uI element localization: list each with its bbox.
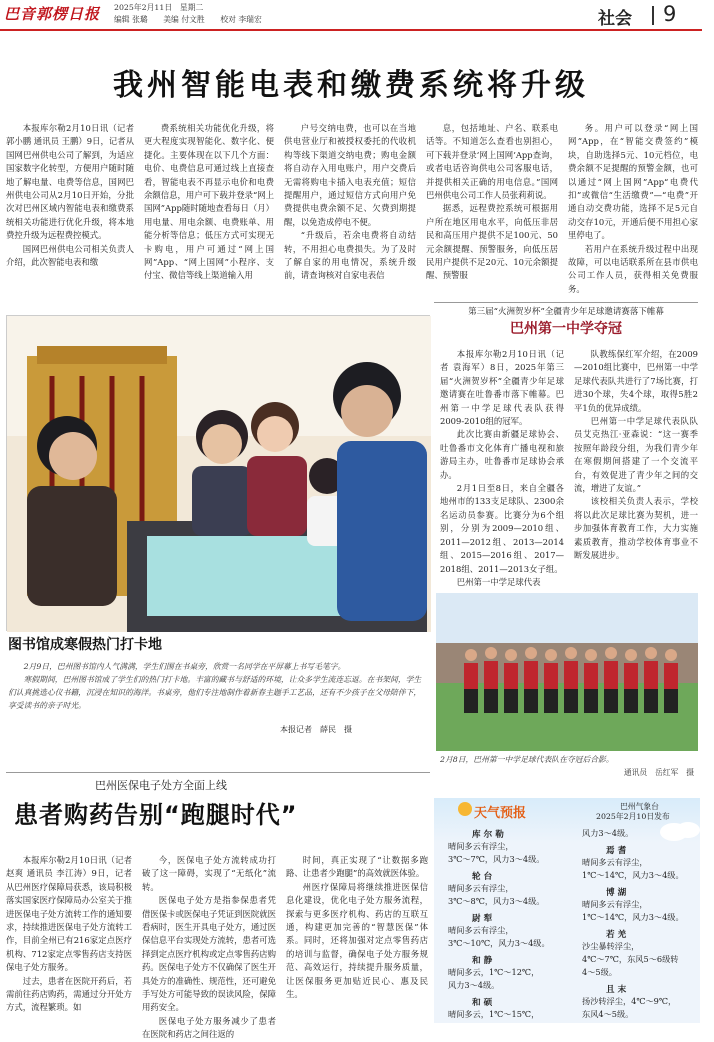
story1-headline: 我州智能电表和缴费系统将升级: [113, 68, 589, 103]
weather-forecast-line: 晴间多云有浮尘，: [582, 857, 648, 867]
team-photo-credit: 通讯员 岳红军 摄: [623, 767, 694, 777]
caption-paragraph: 2月9日，巴州图书馆内人气满满，学生们围在书桌旁，欣赏一名同学在平屏幕上书写毛笔字。: [23, 662, 346, 671]
team-photo-caption: [440, 754, 700, 779]
team-photo-illustration: [436, 593, 698, 751]
paragraph: 本报库尔勒2月10日讯（记者 赵爽 通讯员 李江涛）9日，记者从巴州医疗保障局获悉，该局积极落实国家医疗保障局办公室关于推进医保电子处方流转工作的通知要求，持续推进医保电子处方流转工作，目前全州已有216家定点医疗机构、712家定点零售药店支持医保电子处方服务。: [6, 855, 132, 973]
paragraph: 过去，患者在医院开药后，若需前往药店购药，需通过分开处方方式，流程繁琐。如: [6, 975, 132, 1013]
paragraph: 户号交纳电费，也可以在当地供电营业厅和被授权委托的代收机构等线下渠道交纳电费；购电金额将自动存入用电账户，用户交费后无需将购电卡插入电表充值；短信提醒用户，通过短信方式向用户免费提供电费余额不足、欠费到期提醒，以免造成停电不便。: [284, 123, 416, 227]
weather-issued: 2025年2月10日发布: [596, 812, 670, 821]
paragraph: 巴州第一中学足球代表队队员艾克热江·亚森说：“这一赛季按照年龄段分组，为我们青少年在寒假期间搭建了一个交流平台，有效促进了青少年之间的交流，增进了友谊。”: [574, 416, 698, 494]
weather-forecast-line: 晴间多云有浮尘，: [448, 925, 514, 935]
weather-city: 且末: [606, 985, 630, 995]
weather-forecast-line: 1℃～14℃，风力3～4级。: [582, 912, 684, 922]
weather-city: 和静: [472, 956, 496, 966]
divider: [434, 302, 698, 303]
story3-column: [6, 854, 132, 1024]
paragraph: 时间，真正实现了“让数据多跑路、让患者少跑腿”的高效就医体验。: [286, 855, 428, 879]
weather-city: 焉耆: [606, 846, 630, 856]
divider: [6, 772, 430, 773]
weather-city: 和硕: [472, 998, 496, 1008]
weather-forecast-line: 风力3～4级。: [582, 828, 634, 838]
paragraph: 医保电子处方是指参保患者凭借医保卡或医保电子凭证到医院就医看病时，医生开具电子处方，通过医保信息平台实现处方流转，患者可选择到定点医疗机构或定点零售药店购药。医保电子处方不仅确保了医生开具处方的准确性、规范性，还可避免手写处方可能导致的误读风险，保障用药安全。: [142, 895, 276, 1013]
weather-city: 若羌: [606, 930, 630, 940]
issue-date: 2025年2月11日 星期二: [114, 3, 204, 12]
weather-forecast-line: 晴间多云有浮尘，: [582, 899, 648, 909]
story1-column: [568, 122, 698, 304]
story1-column: [426, 122, 558, 304]
weather-forecast-line: 1℃～14℃，风力3～4级。: [582, 870, 684, 880]
weather-forecast-line: 扬沙转浮尘，4℃～9℃，: [582, 996, 677, 1006]
paragraph: 该校相关负责人表示，学校将以此次足球比赛为契机，进一步加强体育教育工作，大力实施素质教育，推动学校体育事业不断发展进步。: [574, 496, 698, 561]
story2-column: [574, 348, 698, 588]
weather-city: 博湖: [606, 888, 630, 898]
paragraph: 医保电子处方服务减少了患者在医院和药店之间往返的: [142, 1015, 276, 1040]
newspaper-logo: 巴音郭楞日报: [4, 5, 101, 23]
weather-forecast-line: 3℃～10℃，风力3～4级。: [448, 938, 550, 948]
staff-credits: 编辑 张璐 美编 付文胜 校对 李瑞宏: [114, 15, 262, 24]
weather-box: [434, 798, 700, 1023]
paragraph: 费系统相关功能优化升级，将更大程度实现智能化、数字化、便捷化。主要体现在以下几个方面：电价、电费信息可通过线上直接查看，智能电表不再显示电价和电费余额信息，用户可下载并登录“网上国网”App随时随地查看每日（月）用电量、用电余额、电费账单、用能分析等信息；低压方式可实现无卡购电，用户可通过“网上国网”App、“网上国网”小程序、支付宝、微信等线上渠道输入用: [144, 123, 274, 281]
paragraph: 本报库尔勒2月10日讯（记者 袁海军）8日，2025年第三届“火洲贺岁杯”全疆青少年足球邀请赛在吐鲁番市落下帷幕。巴州第一中学足球代表队获得2009-2010组的冠军。: [440, 349, 564, 427]
masthead: [0, 0, 702, 31]
weather-forecast-line: 3℃～7℃，风力3～4级。: [448, 854, 545, 864]
sun-icon: [458, 802, 472, 816]
team-photo-caption-text: 2月8日，巴州第一中学足球代表队在夺冠后合影。: [440, 755, 614, 764]
weather-forecast-line: 风力3～4级。: [448, 980, 500, 990]
paragraph: 务。用户可以登录“网上国网”App，在“智能交费签约”模块，自助选择5元、10元档位，电费余额不足提醒的预警金额，也可以通过“网上国网”App“电费代扣”或微信“生活缴费”—“电费”开通自动交费功能，选择不足5元自动交存10元，开通后便不用担心家里停电了。: [568, 123, 698, 241]
weather-forecast-line: 4～5级。: [582, 967, 617, 977]
photo-credit: 本报记者 薛民 摄: [280, 725, 352, 734]
paragraph: 国网巴州供电公司相关负责人介绍，此次智能电表和缴: [6, 243, 134, 268]
paragraph: 若用户在系统升级过程中出现故障，可以电话联系所在县市供电公司工作人员，获得相关免费服务。: [568, 243, 698, 294]
paragraph: 此次比赛由新疆足球协会、吐鲁番市文化体育广播电视和旅游局主办，吐鲁番市足球协会承办。: [440, 429, 564, 480]
weather-city: 尉犁: [472, 914, 496, 924]
paragraph: 巴州第一中学足球代表: [456, 576, 541, 587]
weather-forecast-line: 沙尘暴转浮尘，: [582, 941, 640, 951]
paragraph: 2月1日至8日，来自全疆各地州市的133支足球队、2300余名运动员参赛。比赛分为6个组别，分别为2009—2010组、2011—2012组、2013—2014组、2015—2016组、2017—2018组、2011—2013女子组。: [440, 483, 564, 574]
weather-forecast-line: 晴间多云有浮尘，: [448, 883, 514, 893]
photo-story-caption: [8, 660, 428, 712]
caption-paragraph: 寒假期间，巴州图书馆成了学生们的热门打卡地。丰富的藏书与舒适的环境，让众多学生流连忘返。在书架间，学生们认真挑选心仪书籍，沉浸在知识的海洋。书桌旁，他们专注地制作着新春主题手工艺品，还有不少孩子在父母陪伴下，享受读书的亲子时光。: [8, 675, 422, 710]
story2-headline: 巴州第一中学夺冠: [510, 321, 622, 337]
paragraph: 队教练保红军介绍，在2009—2010组比赛中，巴州第一中学足球代表队共进行了7场比赛，打进30个球，失4个球，取得5胜2平1负的优异成绩。: [574, 349, 698, 413]
football-team-photo: [436, 593, 698, 751]
story2-column: [440, 348, 564, 588]
weather-city: 轮台: [472, 872, 496, 882]
weather-forecast-line: 4℃～7℃，东风5～6级转: [582, 954, 679, 964]
weather-city: 库尔勒: [472, 830, 507, 840]
weather-forecast-line: 晴间多云，1℃～12℃，: [448, 967, 540, 977]
story3-column: [142, 854, 276, 1040]
paragraph: 据悉，远程费控系统可根据用户所在地区用电水平，向低压非居民和高压用户提供不足100元、50元余额提醒、预警服务，向低压居民用户提供不足20元、10元余额提醒、预警服: [426, 203, 558, 281]
library-photo: [6, 315, 430, 631]
paragraph: “升级后，若余电费将自动结转，不用担心电费损失。为了及时了解自家的用电情况，系统升级前，请查询核对自家电表信: [284, 230, 416, 281]
paragraph: 今，医保电子处方流转成功打破了这一障碍，实现了“无纸化”流转。: [142, 855, 276, 892]
story1-column: [144, 122, 274, 304]
paragraph: 州医疗保障局将继续推进医保信息化建设，优化电子处方服务流程，探索与更多医疗机构、药店的互联互通，构建更加完善的“智慧医保”体系。同时，还将加强对定点零售药店的培训与监督，确保电子处方服务规范、高效运行，持续提升服务质量，让医保服务更加贴近民心、惠及民生。: [286, 881, 428, 1000]
weather-forecast-line: 东风4～5级。: [582, 1009, 634, 1019]
library-photo-illustration: [7, 316, 431, 632]
paragraph: 本报库尔勒2月10日讯（记者 郭小鹏 通讯员 王鹏）9日，记者从国网巴州供电公司了解到，为适应国家数字化转型，方便用户随时随地了解电量、电费等信息，国网巴州供电公司从2月10日开始，分批次对巴州区域内智能电表和缴费系统相关功能进行优化升级，将本地费控升级为远程费控模式。: [6, 123, 134, 241]
weather-forecast-line: 晴间多云，1℃～15℃，: [448, 1009, 540, 1019]
story1-column: [284, 122, 416, 304]
story3-headline: 患者购药告别“跑腿时代”: [14, 801, 298, 829]
weather-forecast-line: 3℃～8℃，风力3～4级。: [448, 896, 545, 906]
paragraph: 息，包括地址、户名、联系电话等。不知道怎么查看也别担心，可下载并登录‘网上国网’App查询，或者电话咨询供电公司客服电话，并提供相关正确的用电信息。”国网巴州供电公司工作人员张莉莉说。: [426, 123, 558, 201]
story3-column: [286, 854, 428, 1024]
cloud-icon: [654, 816, 714, 860]
story2-kicker: 第三届“火洲贺岁杯”全疆青少年足球邀请赛落下帷幕: [468, 307, 664, 317]
page-number: 9: [663, 2, 677, 26]
story3-kicker: 巴州医保电子处方全面上线: [95, 779, 227, 792]
story1-column: [6, 122, 134, 304]
section-name: 社会: [598, 9, 632, 29]
weather-title: 天气预报: [474, 806, 527, 821]
photo-story-title: 图书馆成寒假热门打卡地: [8, 637, 162, 653]
weather-forecast-line: 晴间多云有浮尘，: [448, 841, 514, 851]
section-divider: [652, 6, 654, 25]
weather-source: 巴州气象台: [620, 802, 659, 811]
